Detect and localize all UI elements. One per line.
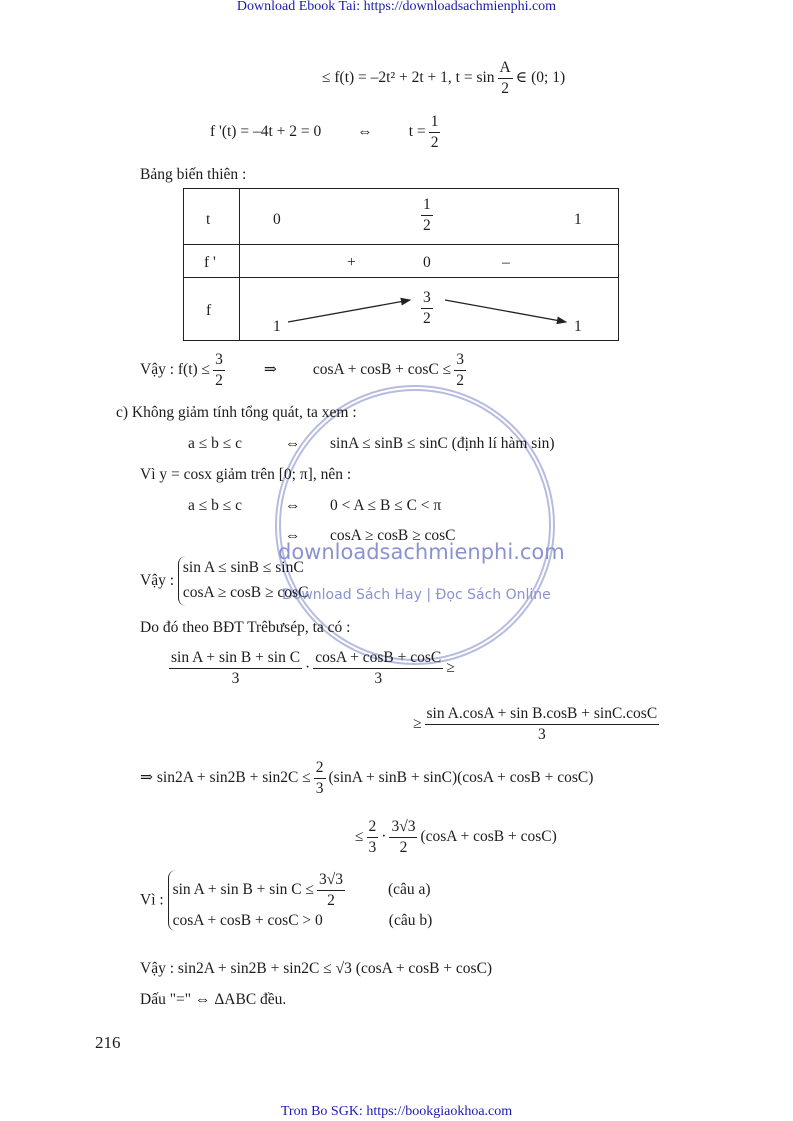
iff: ⇔	[285, 497, 301, 514]
fraction: $\frac{A}{2}$	[499, 59, 511, 97]
cell-fraction: $\frac{3}{2}$	[423, 289, 431, 327]
footer-sgk-link[interactable]: Tron Bo SGK: https://bookgiaokhoa.com	[280, 1104, 513, 1119]
iff: ⇔	[357, 122, 373, 140]
fraction: $\frac{1}{2}$	[430, 113, 439, 151]
cell: 0	[423, 254, 431, 271]
cell: 1	[273, 318, 281, 335]
conclusion-b: Vậy : f(t) ≤ $\frac{3}{2}$ ⇒ cosA + cosB + cosC ≤ $\frac{3}{2}$	[140, 351, 464, 389]
watermark-tagline: Download Sách Hay | Đọc Sách Online	[282, 587, 551, 603]
implication: ⇒ sin2A + sin2B + sin2C ≤ $\frac{2}{3}$ (sinA + sinB + sinC)(cosA + cosB + cosC)	[140, 759, 594, 797]
system-2: Vì : sin A + sin B + sin C ≤ $\frac{3√3}{2}$ (câu a) cosA + cosB + cosC > 0 (câu b)	[140, 870, 432, 931]
part-c-intro: c) Không giảm tính tổng quát, ta xem :	[116, 404, 357, 421]
row-label-f: f	[206, 302, 212, 319]
line: cosA ≥ cosB ≥ cosC	[330, 527, 456, 544]
watermark-site: downloadsachmienphi.com	[278, 540, 565, 564]
cell: +	[347, 254, 356, 271]
final-conclusion: Vậy : sin2A + sin2B + sin2C ≤ √3 (cosA + cosB + cosC)	[140, 960, 493, 977]
header-download-link[interactable]: Download Ebook Tai: https://downloadsachmienphi.com	[236, 0, 557, 14]
equality-condition: Dấu "=" ⇔ ΔABC đều.	[140, 991, 287, 1008]
cell: 0	[273, 211, 281, 228]
line: 0 < A ≤ B ≤ C < π	[330, 497, 442, 514]
line: sinA ≤ sinB ≤ sinC (định lí hàm sin)	[330, 435, 555, 452]
chebyshev-rhs: ≥ $\frac{\text{sin A.cosA + sin B.cosB + sinC.cosC}}{3}$	[413, 705, 658, 743]
cell: 1	[574, 318, 582, 335]
page-number: 216	[95, 1033, 121, 1052]
bound: ≤ $\frac{2}{3}$ · $\frac{3√3}{2}$ (cosA + cosB + cosC)	[355, 818, 557, 856]
text: ≤ f(t) = –2t² + 2t + 1, t = sin	[322, 68, 495, 86]
variation-arrows	[240, 278, 620, 341]
line: a ≤ b ≤ c	[188, 435, 243, 452]
cell: –	[502, 254, 510, 271]
variation-table	[183, 188, 619, 341]
row-label-fprime: f '	[204, 254, 216, 271]
text: ∈ (0; 1)	[515, 68, 566, 86]
iff: ⇔	[285, 435, 301, 452]
cell-fraction: $\frac{1}{2}$	[423, 196, 431, 234]
text: f '(t) = –4t + 2 = 0	[210, 122, 322, 140]
system-1: Vậy : sin A ≤ sinB ≤ sinC cosA ≥ cosB ≥ cosC	[140, 556, 308, 606]
text: t =	[408, 122, 426, 140]
equation-derivative	[210, 112, 443, 153]
row-label-t: t	[206, 211, 211, 228]
cell: 1	[574, 211, 582, 228]
line: a ≤ b ≤ c	[188, 497, 243, 514]
line: Do đó theo BĐT Trêbưsép, ta có :	[140, 619, 351, 636]
line: Vì y = cosx giảm trên [0; π], nên :	[140, 466, 352, 483]
chebyshev-lhs: $\frac{\text{sin A + sin B + sin C}}{3}$ · $\frac{\cos A + \cos B + \cos C}{3}$ ≥	[171, 649, 455, 687]
table-title: Bảng biến thiên :	[140, 166, 247, 183]
iff: ⇔	[285, 527, 301, 544]
equation-ft	[322, 58, 565, 99]
